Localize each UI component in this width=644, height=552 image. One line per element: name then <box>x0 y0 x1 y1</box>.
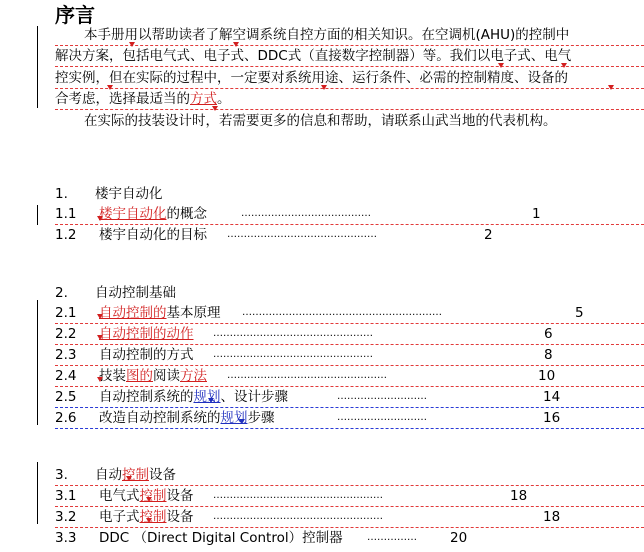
insertion-mark-icon <box>97 314 103 319</box>
revised-text: 图的 <box>126 368 153 384</box>
toc-entry-1-1[interactable]: 1.1 楼宇自动化的概念 ………………………………… 1 <box>55 206 541 222</box>
intro-line-5: 在实际的技装设计时，若需要更多的信息和帮助，请联系山武当地的代表机构。 <box>84 113 557 129</box>
tracked-change-line <box>55 428 644 429</box>
revised-text: 自动控制的 <box>99 305 167 321</box>
tracked-change-line <box>55 88 644 89</box>
revised-text: 自动控制的动作 <box>99 326 194 342</box>
toc-section-3[interactable]: 3. 自动控制设备 <box>55 467 176 483</box>
revision-bar <box>37 300 38 425</box>
toc-section-1[interactable]: 1. 楼宇自动化 <box>55 186 163 202</box>
insertion-mark-icon <box>97 377 103 382</box>
revision-bar <box>37 26 38 108</box>
revised-text: 控制 <box>139 488 167 504</box>
insertion-mark-icon <box>239 419 245 424</box>
intro-line-4: 合考虑，选择最适当的方式。 <box>55 91 231 107</box>
insertion-mark-icon <box>146 497 152 502</box>
toc-entry-3-1[interactable]: 3.1 电气式控制设备 …………………………………………… 18 <box>55 488 528 504</box>
toc-entry-3-2[interactable]: 3.2 电子式控制设备 …………………………………………… 18 <box>55 509 561 525</box>
page-title: 序言 <box>55 3 95 27</box>
revised-text: 规划 <box>193 389 221 405</box>
toc-entry-2-2[interactable]: 2.2 自动控制的动作 ………………………………………… 6 <box>55 326 553 342</box>
revised-text: 控制 <box>139 509 167 525</box>
insertion-mark-icon <box>97 335 103 340</box>
tracked-change-line <box>55 344 644 345</box>
insertion-mark-icon <box>97 216 103 221</box>
tracked-change-line <box>55 66 644 67</box>
toc-section-2[interactable]: 2. 自动控制基础 <box>55 285 176 301</box>
insertion-mark-icon <box>126 476 132 481</box>
insertion-mark-icon <box>208 398 214 403</box>
tracked-change-line <box>55 45 644 46</box>
tracked-change-line <box>55 527 644 528</box>
toc-entry-2-4[interactable]: 2.4 技装图的阅读方法 ………………………………………… 10 <box>55 368 556 384</box>
toc-entry-3-3[interactable]: 3.3 DDC （Direct Digital Control）控制器 …………… 20 <box>55 530 468 546</box>
insertion-mark-icon <box>233 42 239 47</box>
revision-bar <box>37 205 38 225</box>
tracked-change-line <box>55 386 644 387</box>
insertion-mark-icon <box>321 85 327 90</box>
tracked-change-line <box>55 407 644 408</box>
intro-line-3: 控实例，但在实际的过程中，一定要对系统用途、运行条件、必需的控制精度、设备的 <box>55 70 568 86</box>
toc-entry-1-2[interactable]: 1.2 楼宇自动化的目标 ……………………………………… 2 <box>55 227 493 243</box>
toc-entry-2-6[interactable]: 2.6 改造自动控制系统的规划步骤 ……………………… 16 <box>55 410 561 426</box>
insertion-mark-icon <box>608 85 614 90</box>
insertion-mark-icon <box>561 63 567 68</box>
toc-entry-2-1[interactable]: 2.1 自动控制的基本原理 …………………………………………………… 5 <box>55 305 584 321</box>
revised-text: 方式 <box>190 91 217 107</box>
intro-line-2: 解决方案，包括电气式、电子式、DDC式（直接数字控制器）等。我们以电子式、电气 <box>55 48 572 64</box>
tracked-change-line <box>55 109 644 110</box>
insertion-mark-icon <box>212 106 218 111</box>
insertion-mark-icon <box>129 42 135 47</box>
insertion-mark-icon <box>498 63 504 68</box>
tracked-change-line <box>55 224 644 225</box>
tracked-change-line <box>55 323 644 324</box>
revised-text: 控制 <box>122 467 149 483</box>
intro-line-1: 本手册用以帮助读者了解空调系统自控方面的相关知识。在空调机(AHU)的控制中 <box>84 27 570 43</box>
revised-text: 楼宇自动化 <box>99 206 167 222</box>
toc-entry-2-5[interactable]: 2.5 自动控制系统的规划、设计步骤 ……………………… 14 <box>55 389 561 405</box>
toc-entry-2-3[interactable]: 2.3 自动控制的方式 ………………………………………… 8 <box>55 347 553 363</box>
revised-text: 规划 <box>220 410 248 426</box>
revision-bar <box>37 462 38 524</box>
tracked-change-line <box>55 485 644 486</box>
revised-text: 方法 <box>180 368 207 384</box>
insertion-mark-icon <box>107 85 113 90</box>
tracked-change-line <box>55 365 644 366</box>
insertion-mark-icon <box>146 518 152 523</box>
tracked-change-line <box>55 506 644 507</box>
